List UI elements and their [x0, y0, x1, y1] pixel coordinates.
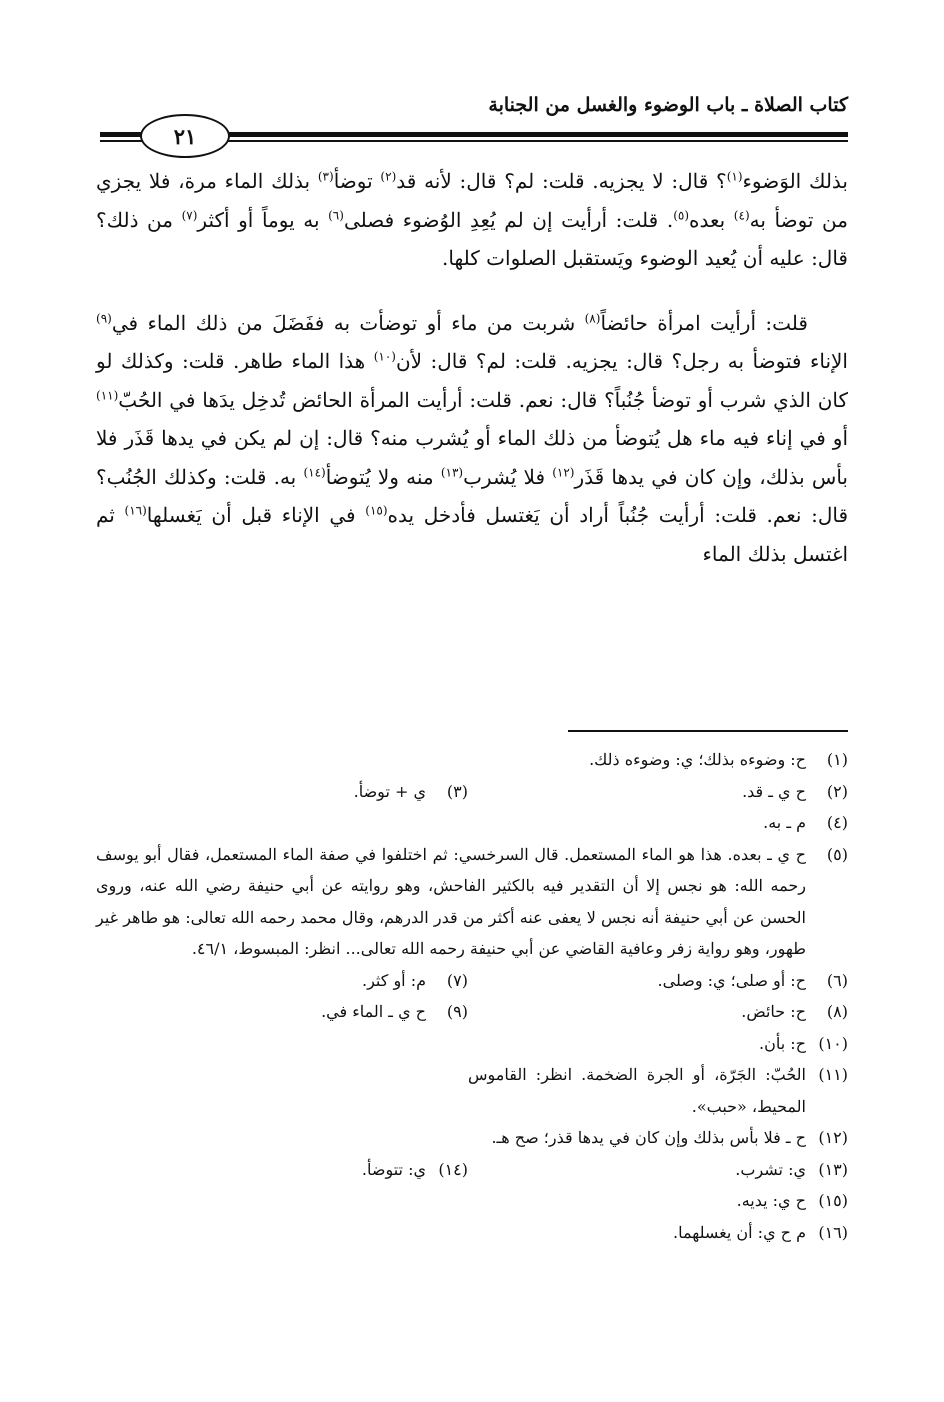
footnote-item [468, 1185, 848, 1217]
footnote-ref: (١٠) [373, 349, 396, 364]
body-paragraph [96, 162, 848, 278]
footnote-item [468, 965, 848, 997]
footnote-text: ح ي ـ بعده. هذا هو الماء المستعمل. قال السرخسي: ثم اختلفوا في صفة الماء المستعمل، فقال أبو يوسف رحمه الله: هو نجس إلا أن التقدير فيه بالكثير الفاحش، وهو روايته عن أبي حنيفة رضي الله عنه، وروى الحسن عن أبي حنيفة أنه نجس لا يعفى عنه أكثر من قدر الدرهم، وقال محمد رحمه الله تعالى: هو طاهر غير طهور، وهو رواية زفر وعافية القاضي عن أبي حنيفة رحمه الله تعالى... انظر: المبسوط، ٤٦/١. [96, 844, 807, 958]
footnote-ref: (١) [726, 169, 743, 184]
text-run: . قلت: أرأيت إن لم يُعِدِ الوُضوء فصلى [343, 207, 674, 232]
footnote-number: (٣) [446, 781, 468, 801]
footnote-ref: (١٥) [365, 503, 388, 518]
footnote-row [96, 744, 848, 776]
text-run: بذلك الوَضوء [742, 169, 848, 193]
text-run: من ذلك؟ قال: عليه أن يُعيد الوضوء ويَستقبل الصلوات كلها. [96, 207, 848, 270]
footnote-text: ي: تشرب. [735, 1159, 806, 1179]
footnote-text: ح ي ـ قد. [742, 781, 806, 801]
footnote-number: (٤) [826, 813, 848, 832]
footnote-item [468, 1059, 848, 1122]
footnote-row [96, 1154, 848, 1186]
footnotes [96, 744, 848, 1248]
footnote-item [468, 744, 848, 776]
footnote-row [96, 1217, 848, 1249]
footnote-row [96, 1028, 848, 1060]
footnote-row [96, 1185, 848, 1217]
footnote-row [96, 839, 848, 965]
footnote-row [96, 807, 848, 839]
footnote-number: (٥) [826, 844, 848, 864]
footnote-ref: (٩) [96, 310, 112, 325]
body-text [96, 162, 848, 573]
footnote-number: (٩) [446, 1002, 468, 1021]
footnote-ref: (١٢) [552, 464, 575, 479]
text-run: قلت: أرأيت امرأة حائضاً [600, 310, 808, 335]
footnote-row [96, 965, 848, 997]
footnote-item [468, 1028, 848, 1060]
footnote-item [362, 1154, 468, 1186]
footnote-ref: (١٣) [440, 464, 464, 479]
footnote-text: ي: تتوضأ. [361, 1159, 426, 1179]
footnote-number: (٦) [826, 970, 848, 990]
footnote-row [96, 1122, 848, 1154]
text-run: بذلك الماء مرة، فلا يجزي من توضأ به [96, 169, 848, 232]
footnote-text: م ح ي: أن يغسلهما. [672, 1222, 806, 1242]
footnote-number: (١٥) [818, 1191, 848, 1210]
footnote-number: (١) [826, 750, 848, 769]
text-run: منه ولا يُتوضأ [325, 464, 441, 489]
footnote-number: (٨) [826, 1002, 848, 1021]
footnote-ref: (١٤) [303, 464, 326, 479]
running-title: كتاب الصلاة ـ باب الوضوء والغسل من الجنابة [488, 94, 848, 116]
footnote-number: (١١) [818, 1065, 848, 1084]
footnote-ref: (١٦) [124, 503, 147, 518]
text-run: هذا الماء طاهر. قلت: وكذلك لو كان الذي شرب أو توضأ جُنُباً؟ قال: نعم. قلت: أرأيت المرأة الحائض تُدخِل يدَها في الحُبّ [96, 349, 848, 412]
body-paragraph [96, 304, 848, 574]
text-run: به يوماً أو أكثر [197, 207, 329, 232]
footnote-item [96, 839, 848, 965]
footnote-separator [568, 730, 848, 732]
footnote-ref: (٤) [733, 207, 750, 222]
text-run: به. قلت: وكذلك الجُنُب؟ قال: نعم. قلت: أرأيت جُنُباً أراد أن يَغتسل فأدخل يده [96, 464, 849, 527]
text-run: في الإناء قبل أن يَغسلها [146, 503, 366, 527]
footnote-item [468, 807, 848, 839]
footnote-item [468, 1122, 848, 1154]
text-run: شربت من ماء أو توضأت به ففَضَلَ من ذلك الماء في [111, 310, 585, 335]
footnote-ref: (٥) [673, 207, 690, 222]
footnote-ref: (٧) [181, 207, 198, 222]
footnote-text: ح ـ فلا بأس بذلك وإن كان في يدها قذر؛ صح هـ. [491, 1128, 806, 1147]
footnote-item [362, 965, 468, 997]
page-number: ٢١ [140, 114, 230, 158]
footnote-row [96, 996, 848, 1028]
footnote-ref: (١١) [96, 387, 119, 402]
footnote-number: (١٣) [818, 1159, 848, 1179]
footnote-number: (١٠) [818, 1033, 848, 1053]
footnote-item [321, 996, 468, 1028]
footnote-text: م: أو كثر. [362, 970, 426, 990]
text-run: أو في إناء فيه ماء هل يُتوضأ من ذلك الماء أو يُشرب منه؟ قال: إن لم يكن في يدها قَذَر فلا بأس بذلك، وإن كان في يدها قَذَر [96, 426, 848, 489]
footnote-text: ح: حائض. [741, 1002, 806, 1021]
text-run: فلا يُشرب [463, 464, 553, 489]
text-run: الإناء فتوضأ به رجل؟ قال: يجزيه. قلت: لم؟ قال: لأن [395, 349, 848, 373]
footnote-text: ح: بأن. [759, 1033, 806, 1053]
footnote-item [468, 1217, 848, 1249]
footnote-text: ح ي: يديه. [736, 1191, 806, 1210]
footnote-ref: (٢) [380, 169, 397, 184]
footnote-item [468, 776, 848, 808]
footnote-text: ح: أو صلى؛ ي: وصلى. [657, 970, 806, 990]
footnote-number: (١٦) [818, 1222, 848, 1242]
footnote-text: الحُبّ: الجَرّة، أو الجرة الضخمة. انظر: القاموس المحيط، «حبب». [468, 1065, 806, 1116]
footnote-number: (١٤) [438, 1159, 468, 1179]
footnote-row [96, 776, 848, 808]
footnote-number: (٧) [446, 970, 468, 990]
footnote-text: ح ي ـ الماء في. [321, 1002, 426, 1021]
footnote-ref: (٨) [584, 310, 601, 325]
footnote-item [468, 1154, 848, 1186]
footnote-number: (٢) [826, 781, 848, 801]
text-run: بعده [689, 207, 734, 232]
footnote-item [354, 776, 468, 808]
footnote-text: ح: وضوءه بذلك؛ ي: وضوءه ذلك. [589, 750, 806, 769]
footnote-row [96, 1059, 848, 1122]
page-header [100, 88, 848, 158]
footnote-item [468, 996, 848, 1028]
text-run: ؟ قال: لا يجزيه. قلت: لم؟ قال: لأنه قد [396, 169, 727, 193]
text-run: ثم اغتسل بذلك الماء [96, 503, 848, 566]
footnote-ref: (٦) [328, 207, 344, 222]
footnote-text: ي + توضأ. [353, 781, 426, 801]
text-run: توضأ [333, 169, 381, 193]
footnote-number: (١٢) [818, 1128, 848, 1147]
footnote-ref: (٣) [317, 169, 334, 184]
footnote-text: م ـ به. [763, 813, 806, 832]
